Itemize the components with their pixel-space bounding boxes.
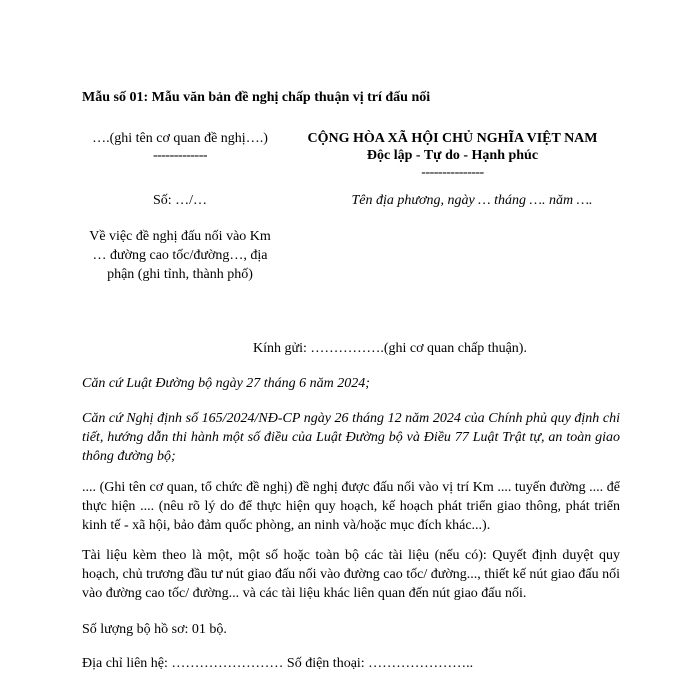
dossier-count: Số lượng bộ hồ sơ: 01 bộ. [82,622,227,637]
motto-underline: --------------- [421,165,484,180]
legal-basis-decree: Căn cứ Nghị định số 165/2024/NĐ-CP ngày 26 tháng 12 năm 2024 của Chính phủ quy định chi tiết, hướng dẫn thi hành một số điều của Luật Đường bộ và Điều 77 Luật Trật tự, an toàn giao thông đường bộ; [82,411,620,464]
agency-header [70,130,290,164]
document-subject: Về việc đề nghị đấu nối vào Km … đường cao tốc/đường…, địa phận (ghi tỉnh, thành phố) [89,229,271,282]
legal-basis-law: Căn cứ Luật Đường bộ ngày 27 tháng 6 năm 2024; [82,376,370,391]
national-header [275,130,630,181]
contact-line: Địa chỉ liên hệ: …………………… Số điện thoại: ………………….. [82,656,474,671]
agency-underline: ------------- [152,148,208,163]
country-name: CỘNG HÒA XÃ HỘI CHỦ NGHĨA VIỆT NAM [307,131,598,146]
agency-placeholder: ….(ghi tên cơ quan đề nghị….) [92,131,268,146]
request-paragraph: .... (Ghi tên cơ quan, tổ chức đề nghị) đề nghị được đấu nối vào vị trí Km .... tuyến đường .... để thực hiện .... (nêu rõ lý do để thực hiện quy hoạch, kế hoạch phát triển giao thông, phát triển kinh tế - xã hội, bảo đảm quốc phòng, an ninh và/hoặc mục đích khác...). [82,480,620,533]
document-number: Số: …/… [152,193,208,208]
form-title: Mẫu số 01: Mẫu văn bản đề nghị chấp thuận vị trí đấu nối [82,90,431,105]
place-date-line: Tên địa phương, ngày … tháng …. năm …. [351,193,593,208]
national-motto: Độc lập - Tự do - Hạnh phúc [366,148,539,163]
attachments-paragraph: Tài liệu kèm theo là một, một số hoặc toàn bộ các tài liệu (nếu có): Quyết định duyệt quy hoạch, chủ trương đầu tư nút giao đấu nối vào đường cao tốc/ đường..., thiết kế nút giao đấu nối vào đường cao tốc/ đường... và các tài liệu khác liên quan đến nút giao đấu nối. [82,548,620,601]
recipient-greeting: Kính gửi: …………….(ghi cơ quan chấp thuận). [253,341,527,356]
